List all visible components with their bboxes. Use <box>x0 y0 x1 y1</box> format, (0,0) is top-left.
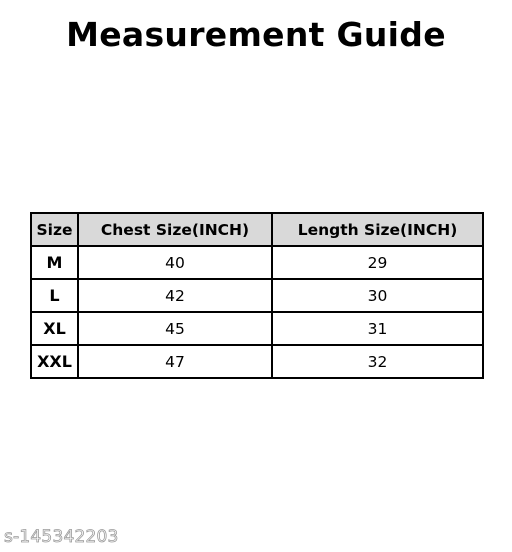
chest-cell: 47 <box>78 345 272 378</box>
header-length-size: Length Size(INCH) <box>272 213 483 246</box>
table-row <box>31 246 483 279</box>
length-cell: 30 <box>272 279 483 312</box>
size-cell: M <box>31 246 78 279</box>
length-cell: 32 <box>272 345 483 378</box>
header-size: Size <box>31 213 78 246</box>
watermark-text: s-145342203 <box>4 527 119 547</box>
header-chest-size: Chest Size(INCH) <box>78 213 272 246</box>
chest-cell: 45 <box>78 312 272 345</box>
length-cell: 29 <box>272 246 483 279</box>
table-header-row <box>31 213 483 246</box>
chest-cell: 40 <box>78 246 272 279</box>
size-cell: L <box>31 279 78 312</box>
chest-cell: 42 <box>78 279 272 312</box>
table-row <box>31 312 483 345</box>
page-title: Measurement Guide <box>66 15 446 54</box>
table-row <box>31 279 483 312</box>
length-cell: 31 <box>272 312 483 345</box>
measurement-table <box>30 212 484 379</box>
size-cell: XL <box>31 312 78 345</box>
size-cell: XXL <box>31 345 78 378</box>
table-row <box>31 345 483 378</box>
